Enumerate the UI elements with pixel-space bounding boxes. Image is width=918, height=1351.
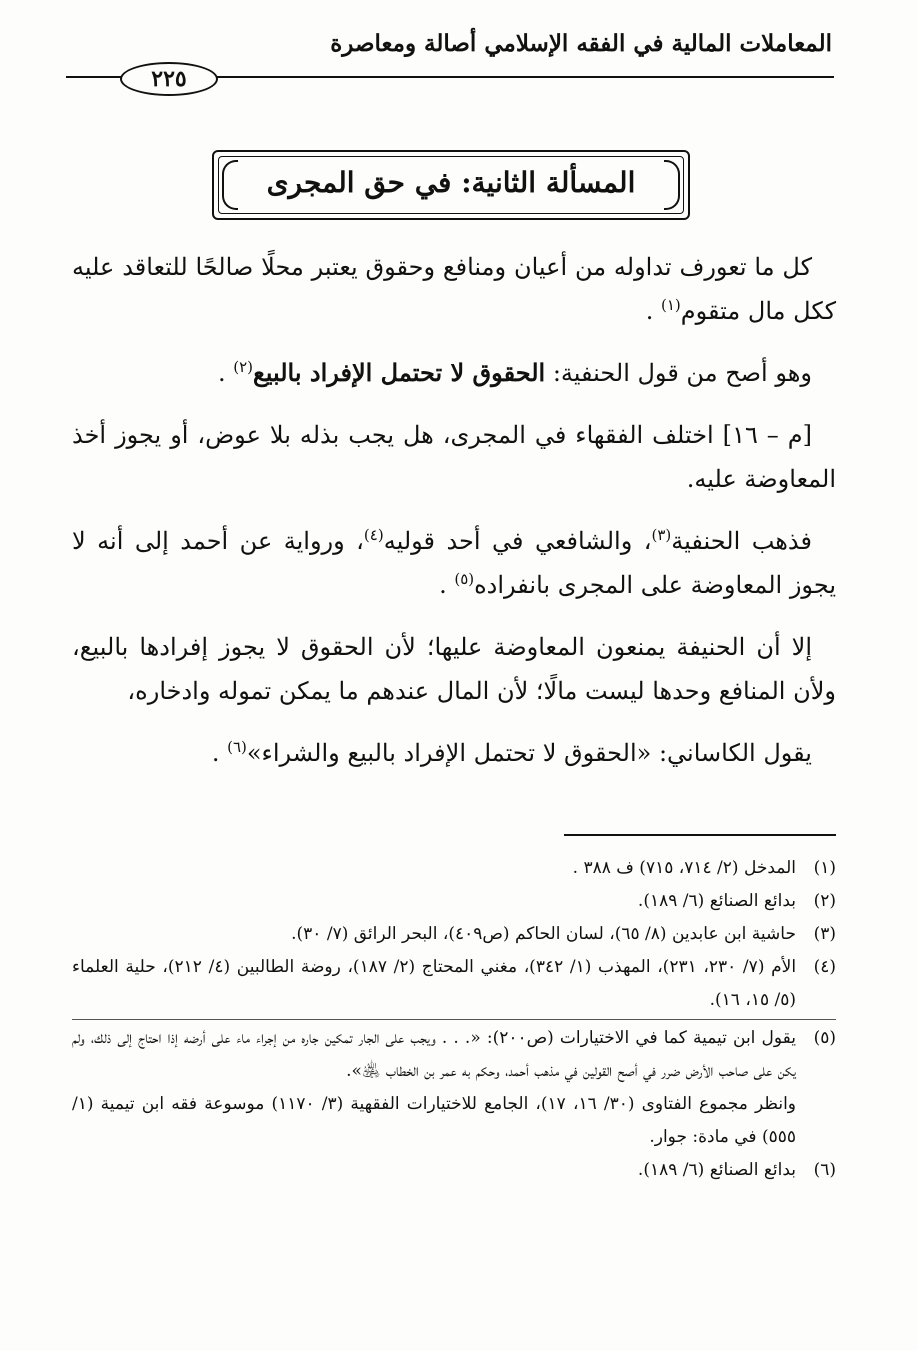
quoted-rule: الحقوق لا تحتمل الإفراد بالبيع <box>252 358 546 387</box>
footnote-number <box>796 1088 836 1154</box>
body-text <box>72 245 836 793</box>
footnote-text: يقول ابن تيمية كما في الاختيارات (ص٢٠٠): «. . . ويجب على الجار تمكين جاره من إجراء ماء على أرضه إذا احتاج إلى ذلك، ولم يكن على صاحب الأرض ضرر في أصح القولين في مذهب أحمد، وحكم به عمر بن الخطاب ﵁». <box>72 1028 796 1081</box>
footnote-5 <box>72 1022 836 1088</box>
paragraph-2 <box>72 351 836 395</box>
running-title: المعاملات المالية في الفقه الإسلامي أصالة ومعاصرة <box>330 30 832 57</box>
paragraph-text: كل ما تعورف تداوله من أعيان ومنافع وحقوق يعتبر محلًا صالحًا للتعاقد عليه ككل مال متقوم <box>72 253 836 325</box>
paragraph-text: إلا أن الحنيفة يمنعون المعاوضة عليها؛ لأن الحقوق لا يجوز إفرادها بالبيع، ولأن المنافع وحدها ليست مالًا؛ لأن المال عندهم ما يمكن تموله وادخاره، <box>72 633 836 705</box>
footnote-text: وانظر مجموع الفتاوى (٣٠/ ١٦، ١٧)، الجامع للاختيارات الفقهية (٣/ ١١٧٠) موسوعة فقه ابن تيمية (١/ ٥٥٥) في مادة: جوار. <box>72 1094 796 1147</box>
footnote-ref: (٥) <box>454 570 475 588</box>
punctuation: . <box>217 359 234 387</box>
footnote-text: المدخل (٢/ ٧١٤، ٧١٥) ف ٣٨٨ . <box>572 858 796 878</box>
paragraph-text: وهو أصح من قول الحنفية: <box>545 359 812 387</box>
paragraph-1 <box>72 245 836 333</box>
section-title-frame <box>212 150 690 220</box>
paragraph-5 <box>72 625 836 713</box>
paragraph-text: ، والشافعي في أحد قوليه <box>383 527 652 555</box>
section-title: المسألة الثانية: في حق المجرى <box>266 166 636 199</box>
footnote-number: (٣) <box>813 924 836 944</box>
footnote-number: (٤) <box>813 957 836 977</box>
footnote-number: (٦) <box>813 1160 836 1180</box>
paragraph-text: ، ورواية عن أحمد إلى أنه لا يجوز المعاوضة على المجرى بانفراده <box>72 527 836 599</box>
footnote-4 <box>72 951 836 1017</box>
footnote-2 <box>72 885 836 918</box>
footnote-text: بدائع الصنائع (٦/ ١٨٩). <box>637 1160 796 1180</box>
footnote-ref: (٢) <box>233 358 253 376</box>
footnote-text: الأم (٧/ ٢٣٠، ٢٣١)، المهذب (١/ ٣٤٢)، مغني المحتاج (٢/ ١٨٧)، روضة الطالبين (٤/ ٢١٢)، حلية العلماء (٥/ ١٥، ١٦). <box>72 957 797 1010</box>
footnotes <box>72 852 836 1187</box>
paragraph-6 <box>72 731 836 775</box>
paragraph-text: يقول الكاساني: «الحقوق لا تحتمل الإفراد بالبيع والشراء» <box>246 739 812 767</box>
footnote-6 <box>72 1154 836 1187</box>
footnote-number: (٥) <box>813 1028 836 1048</box>
punctuation: . <box>645 297 661 325</box>
paragraph-text: [م – ١٦] اختلف الفقهاء في المجرى، هل يجب بذله بلا عوض، أو يجوز أخذ المعاوضة عليه. <box>72 421 836 493</box>
punctuation: . <box>211 739 228 767</box>
footnote-ref: (٣) <box>651 526 672 544</box>
footnote-number: (١) <box>813 858 836 878</box>
footnote-number: (٢) <box>813 891 836 911</box>
footnote-text: حاشية ابن عابدين (٨/ ٦٥)، لسان الحاكم (ص٤٠٩)، البحر الرائق (٧/ ٣٠). <box>291 924 796 944</box>
page-number: ٢٢٥ <box>120 62 218 96</box>
punctuation: . <box>439 571 455 599</box>
footnote-divider <box>72 1019 836 1020</box>
paragraph-text: فذهب الحنفية <box>671 527 812 555</box>
footnote-ref: (١) <box>661 296 681 314</box>
paragraph-4 <box>72 519 836 607</box>
footnote-text: بدائع الصنائع (٦/ ١٨٩). <box>637 891 796 911</box>
paragraph-3 <box>72 413 836 501</box>
footnote-ref: (٤) <box>363 526 384 544</box>
footnote-ref: (٦) <box>227 738 247 756</box>
footnote-separator <box>564 834 836 836</box>
footnote-5-continued <box>72 1088 836 1154</box>
footnote-1 <box>72 852 836 885</box>
footnote-3 <box>72 918 836 951</box>
